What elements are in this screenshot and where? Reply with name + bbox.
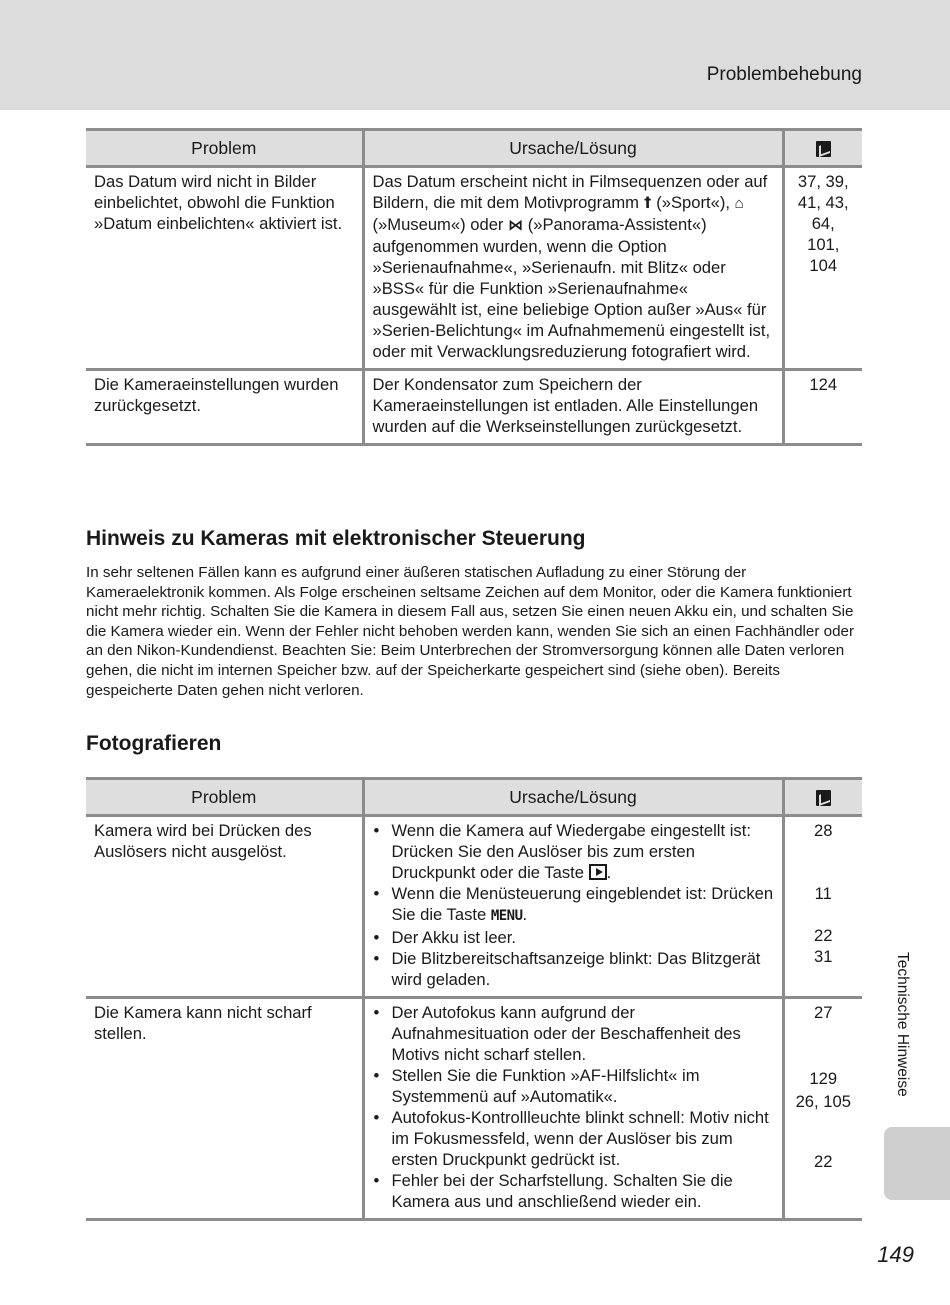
- page-number: 149: [877, 1242, 914, 1267]
- museum-scene-icon: ⌂: [734, 195, 744, 212]
- page-ref[interactable]: 26, 105: [795, 1092, 851, 1111]
- header-reference: [783, 130, 862, 167]
- list-item: [373, 883, 774, 927]
- list-item-text: Wenn die Kamera auf Wiedergabe eingestellt ist: Drücken Sie den Auslöser bis zum ersten Druckpunkt oder die Taste: [391, 821, 751, 882]
- header-problem: Problem: [86, 130, 363, 167]
- page-ref[interactable]: 22: [814, 1152, 833, 1171]
- list-item: • Autofokus-Kontrollleuchte blinkt schnell: Motiv nicht im Fokusmessfeld, wenn der Auslöser bis zum ersten Druckpunkt gedrückt ist.: [373, 1107, 774, 1170]
- header-title: Problembehebung: [706, 64, 862, 85]
- cause-cell: [363, 816, 783, 998]
- cause-text: Das Datum erscheint nicht in Filmsequenzen oder auf Bildern, die mit dem Motivprogramm: [372, 172, 768, 212]
- cause-cell: Der Kondensator zum Speichern der Kameraeinstellungen ist entladen. Alle Einstellungen wurden auf die Werkseinstellungen zurückgesetzt.: [363, 370, 783, 445]
- page-ref[interactable]: 22: [814, 926, 833, 945]
- table-row: [86, 816, 862, 998]
- reference-cell: [783, 370, 862, 445]
- sports-scene-icon: ꝉ: [643, 195, 652, 212]
- panorama-assist-icon: ⋈: [508, 217, 524, 234]
- list-item: • Der Akku ist leer.: [373, 927, 774, 948]
- table-header-row: [86, 130, 862, 167]
- problem-cell: Das Datum wird nicht in Bilder einbelichtet, obwohl die Funktion »Datum einbelichten« aktiviert ist.: [86, 167, 363, 370]
- problem-cell: Die Kamera kann nicht scharf stellen.: [86, 998, 363, 1220]
- list-item-text: Wenn die Menüsteuerung eingeblendet ist: Drücken Sie die Taste: [391, 884, 774, 924]
- book-icon: [816, 141, 831, 157]
- table-row: [86, 167, 862, 370]
- cause-cell: [363, 167, 783, 370]
- table-row: [86, 370, 862, 445]
- page-ref[interactable]: 129: [809, 1069, 838, 1088]
- header-cause: Ursache/Lösung: [363, 130, 783, 167]
- troubleshooting-table-1: [86, 128, 862, 446]
- page-ref[interactable]: 124: [809, 375, 838, 394]
- page-ref[interactable]: 27: [814, 1003, 833, 1022]
- page-ref[interactable]: 41, 43,: [797, 193, 849, 212]
- page-ref[interactable]: 28: [814, 821, 833, 840]
- list-item: • Fehler bei der Scharfstellung. Schalten Sie die Kamera aus und anschließend wieder ein.: [373, 1170, 774, 1212]
- cause-text: (»Sport«),: [651, 193, 735, 212]
- menu-button-glyph: MENU: [490, 908, 523, 924]
- list-item: [373, 820, 774, 883]
- list-item-text: .: [606, 863, 612, 882]
- header-problem: Problem: [86, 779, 363, 816]
- page-ref[interactable]: 11: [814, 884, 832, 903]
- header-reference: [783, 779, 862, 816]
- page-ref[interactable]: 104: [809, 256, 838, 275]
- problem-cell: Kamera wird bei Drücken des Auslösers nicht ausgelöst.: [86, 816, 363, 998]
- book-icon: [816, 790, 831, 806]
- page-header: [0, 0, 950, 110]
- section-side-label: Technische Hinweise: [894, 952, 911, 1097]
- problem-cell: Die Kameraeinstellungen wurden zurückgesetzt.: [86, 370, 363, 445]
- notice-heading: Hinweis zu Kameras mit elektronischer Steuerung: [86, 527, 586, 550]
- troubleshooting-table-2: [86, 777, 862, 1221]
- page-ref[interactable]: 31: [814, 947, 833, 966]
- header-cause: Ursache/Lösung: [363, 779, 783, 816]
- reference-cell: [783, 167, 862, 370]
- table-header-row: [86, 779, 862, 816]
- list-item: • Stellen Sie die Funktion »AF-Hilfslicht« im Systemmenü auf »Automatik«.: [373, 1065, 774, 1107]
- page-ref[interactable]: 64,: [811, 214, 835, 233]
- page-ref[interactable]: 101,: [807, 235, 840, 254]
- cause-text: (»Panorama-Assistent«) aufgenommen wurden, wenn die Option »Serienaufnahme«, »Serienaufn. mit Blitz« oder »BSS« für die Funktion »Serienaufnahme« ausgewählt ist, eine beliebige Option außer »Aus« für »Serien-Belichtung« im Aufnahmemenü eingestellt ist, oder mit Verwacklungsreduzierung fotografiert wird.: [372, 215, 771, 361]
- section-thumb-tab: [884, 1127, 950, 1200]
- cause-list: [373, 1002, 774, 1212]
- table-row: [86, 998, 862, 1220]
- cause-list: [373, 820, 774, 990]
- page-ref[interactable]: 37, 39,: [797, 172, 849, 191]
- reference-cell: [783, 816, 862, 998]
- list-item: • Die Blitzbereitschaftsanzeige blinkt: Das Blitzgerät wird geladen.: [373, 948, 774, 990]
- playback-button-icon: [589, 864, 607, 880]
- list-item-text: .: [522, 905, 528, 924]
- notice-text: In sehr seltenen Fällen kann es aufgrund einer äußeren statischen Aufladung zu einer Störung der Kameraelektronik kommen. Als Folge erscheinen seltsame Zeichen auf dem Monitor, oder die Kamera funktioniert nicht mehr richtig. Schalten Sie die Kamera in diesem Fall aus, setzen Sie einen neuen Akku ein, und schalten Sie die Kamera wieder ein. Wenn der Fehler nicht behoben werden kann, wenden Sie sich an einen Fachhändler oder an den Nikon-Kundendienst. Beachten Sie: Beim Unterbrechen der Stromversorgung können alle Daten verloren gehen, die nicht im internen Speicher bzw. auf der Speicherkarte gespeichert sind (siehe oben). Bereits gespeicherte Daten gehen nicht verloren.: [86, 564, 855, 699]
- list-item: • Der Autofokus kann aufgrund der Aufnahmesituation oder der Beschaffenheit des Motivs nicht scharf stellen.: [373, 1002, 774, 1065]
- reference-cell: [783, 998, 862, 1220]
- cause-cell: [363, 998, 783, 1220]
- section-heading: Fotografieren: [86, 732, 222, 755]
- cause-text: (»Museum«) oder: [372, 215, 509, 234]
